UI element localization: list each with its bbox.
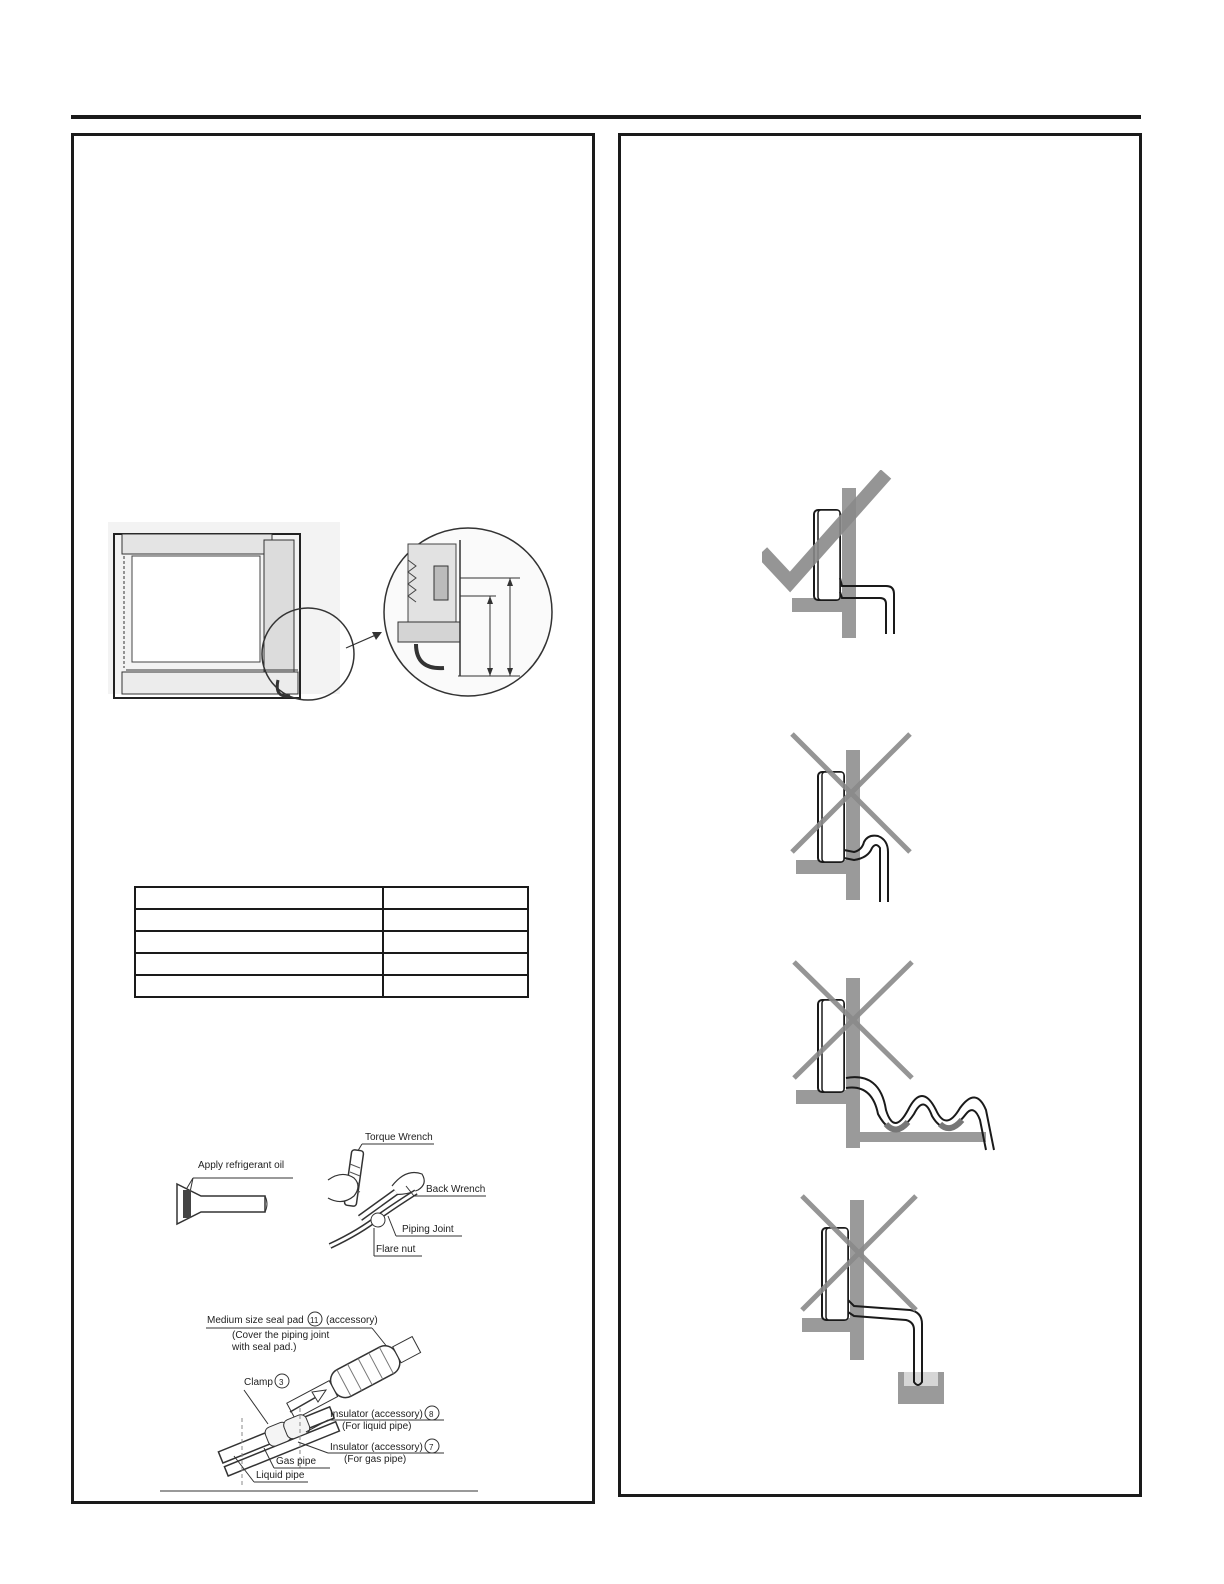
spec-table — [134, 886, 529, 998]
table-cell — [383, 953, 528, 975]
table-cell — [135, 953, 383, 975]
seal-pad-accessory-label: (accessory) — [326, 1315, 378, 1326]
insulator-gas-label: Insulator (accessory) — [330, 1442, 423, 1453]
torque-wrench-label: Torque Wrench — [365, 1132, 433, 1143]
table-cell — [135, 975, 383, 997]
seal-pad-text: Medium size seal pad — [207, 1315, 304, 1326]
flare-pipe-figure — [165, 1152, 300, 1232]
table-cell — [383, 909, 528, 931]
drain-wrong-wave-figure — [790, 960, 1000, 1155]
table-row — [135, 909, 528, 931]
cover-line1-label: (Cover the piping joint — [232, 1330, 330, 1341]
table-cell — [383, 887, 528, 909]
table-cell — [135, 909, 383, 931]
gas-pipe-label: Gas pipe — [276, 1456, 317, 1467]
insulator-liquid-number: 8 — [429, 1410, 434, 1419]
table-row — [135, 931, 528, 953]
table-cell — [135, 931, 383, 953]
seal-pad-number: 11 — [310, 1316, 319, 1325]
for-gas-label: (For gas pipe) — [344, 1454, 407, 1465]
table-row — [135, 975, 528, 997]
table-cell — [383, 975, 528, 997]
drain-wrong-submerged-figure — [796, 1190, 956, 1410]
left-panel — [71, 133, 595, 1504]
cover-line2-label: with seal pad.) — [232, 1342, 297, 1353]
liquid-pipe-label: Liquid pipe — [256, 1470, 305, 1481]
clamp-number: 3 — [279, 1378, 284, 1387]
table-cell — [383, 931, 528, 953]
drain-wrong-rise-figure — [788, 730, 918, 905]
insulator-liquid-label: Insulator (accessory) — [330, 1409, 423, 1420]
table-row — [135, 953, 528, 975]
back-wrench-label: Back Wrench — [426, 1184, 486, 1195]
header-rule — [71, 115, 1141, 119]
drain-correct-figure — [762, 470, 932, 640]
flare-nut-label: Flare nut — [376, 1244, 416, 1255]
seal-pad-label — [207, 1315, 304, 1326]
apply-oil-label: Apply refrigerant oil — [198, 1160, 285, 1171]
piping-joint-label: Piping Joint — [402, 1224, 454, 1235]
insulator-gas-number: 7 — [429, 1443, 434, 1452]
clamp-label: Clamp — [244, 1377, 273, 1388]
unit-drawing — [108, 520, 558, 710]
torque-wrench-figure — [322, 1128, 492, 1260]
table-cell — [135, 887, 383, 909]
for-liquid-label: (For liquid pipe) — [342, 1421, 412, 1432]
table-row — [135, 887, 528, 909]
insulation-figure — [160, 1308, 490, 1493]
